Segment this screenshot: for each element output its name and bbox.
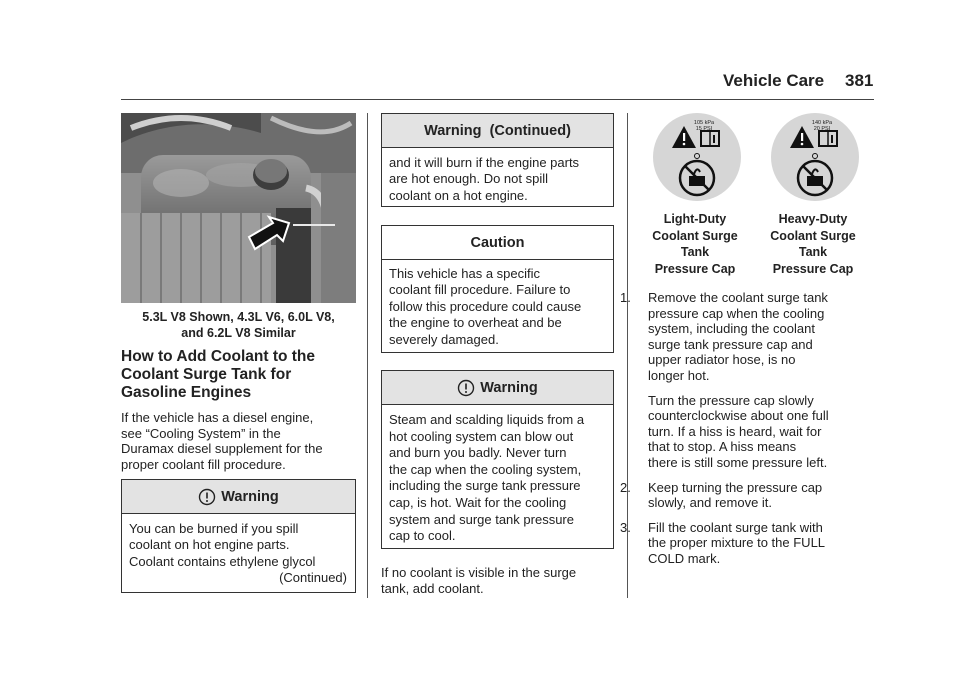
heading-line: Coolant Surge Tank for [121, 366, 292, 383]
caution-body [382, 260, 613, 356]
warning-box-2 [381, 370, 614, 549]
text-line: Turn the pressure cap slowly [648, 392, 814, 408]
engine-bay-photo [121, 113, 356, 303]
text-line: You can be burned if you spill [129, 521, 299, 536]
text-line: severely damaged. [389, 331, 499, 347]
text-line: there is still some pressure left. [648, 454, 828, 470]
text-line: the cap when the cooling system, [389, 461, 582, 477]
warning-header [382, 371, 613, 405]
step-subparagraph [648, 393, 876, 471]
label-line: Tank [680, 245, 710, 259]
cap-label [640, 211, 750, 277]
caption-line: 5.3L V8 Shown, 4.3L V6, 6.0L V8, [142, 310, 335, 324]
text-line: If no coolant is visible in the surge [381, 565, 577, 580]
heavy-duty-cap-figure [770, 112, 860, 277]
label-line: Coolant Surge [652, 228, 738, 243]
text-line: COLD mark. [648, 550, 721, 566]
svg-text:15 PSI: 15 PSI [695, 126, 713, 132]
section-heading [121, 348, 356, 402]
intro-paragraph [121, 410, 361, 472]
warning-icon [198, 488, 216, 506]
caution-header [382, 226, 613, 260]
svg-text:20 PSI: 20 PSI [813, 126, 831, 132]
warning-body [122, 514, 355, 595]
text-line: counterclockwise about one full [648, 408, 829, 424]
warning-continued-body [382, 148, 613, 212]
text-line: pressure cap when the cooling [648, 305, 825, 321]
text-line: see “Cooling System” in the [121, 425, 281, 441]
text-line: tank, add coolant. [381, 580, 484, 596]
text-line: Coolant contains ethylene glycol [129, 553, 316, 569]
text-line: system and surge tank pressure [389, 511, 574, 527]
text-line: hot cooling system can blow out [389, 428, 574, 444]
text-line: and it will burn if the engine parts [389, 155, 580, 170]
svg-text:105 kPa: 105 kPa [693, 120, 715, 126]
text-line: longer hot. [648, 367, 710, 383]
text-line: cap, is hot. Wait for the cooling [389, 494, 567, 510]
text-line: slowly, and remove it. [648, 495, 773, 511]
figure-caption [121, 309, 356, 341]
warning-title: Warning [480, 379, 538, 396]
warning-continued-box [381, 113, 614, 207]
heading-line: Gasoline Engines [121, 384, 252, 401]
text-line: coolant fill procedure. Failure to [389, 282, 571, 298]
text-line: follow this procedure could cause [389, 298, 582, 314]
pressure-cap-icon [770, 112, 860, 202]
text-line: upper radiator hose, is no [648, 352, 796, 368]
text-line: surge tank pressure cap and [648, 336, 813, 352]
step-number: 1. [620, 290, 631, 305]
continued-note: (Continued) [279, 570, 347, 586]
text-line: proper coolant fill procedure. [121, 456, 286, 472]
text-line: the proper mixture to the FULL [648, 535, 826, 551]
text-line: system, including the coolant [648, 321, 815, 337]
text-line: Keep turning the pressure cap [648, 479, 823, 495]
page-number: 381 [845, 71, 874, 90]
text-line: Duramax diesel supplement for the [121, 441, 323, 457]
svg-text:140 kPa: 140 kPa [811, 120, 833, 126]
text-line: Fill the coolant surge tank with [648, 519, 823, 535]
light-duty-cap-figure [652, 112, 742, 277]
text-line: are hot enough. Do not spill [389, 171, 548, 187]
caution-title: Caution [470, 234, 525, 251]
text-line: coolant on hot engine parts. [129, 537, 290, 553]
label-line: Tank [798, 245, 828, 259]
text-line: Steam and scalding liquids from a [389, 412, 585, 427]
warning-box [121, 479, 356, 593]
text-line: This vehicle has a specific [389, 266, 541, 281]
step-text [648, 290, 876, 471]
text-line: If the vehicle has a diesel engine, [121, 410, 314, 425]
cap-label [758, 211, 868, 277]
header-rule [121, 99, 874, 100]
text-line: that to stop. A hiss means [648, 439, 797, 455]
text-line: and burn you badly. Never turn [389, 445, 567, 461]
label-line: Pressure Cap [772, 261, 854, 276]
label-line: Coolant Surge [770, 228, 856, 243]
step-item [620, 290, 876, 471]
step-item [620, 520, 876, 567]
warning-body [382, 405, 613, 553]
label-line: Pressure Cap [654, 261, 736, 276]
column-rule-left [367, 113, 368, 598]
pressure-cap-icon [652, 112, 742, 202]
text-line: the engine to overheat and be [389, 315, 562, 331]
step-number: 2. [620, 479, 631, 495]
caution-box [381, 225, 614, 353]
label-line: Heavy-Duty [778, 212, 848, 226]
text-line: coolant on a hot engine. [389, 187, 528, 203]
heading-line: How to Add Coolant to the [121, 348, 315, 365]
step-item [620, 480, 876, 511]
procedure-steps [620, 290, 876, 576]
step-text [648, 480, 876, 511]
warning-continued-header [382, 114, 613, 148]
warning-header [122, 480, 355, 514]
text-line: cap to cool. [389, 528, 456, 544]
warning-continued-title: Warning (Continued) [424, 122, 571, 139]
text-line: Remove the coolant surge tank [648, 290, 828, 305]
label-line: Light-Duty [663, 212, 727, 226]
step-number: 3. [620, 519, 631, 535]
caption-line: and 6.2L V8 Similar [181, 326, 296, 340]
step-text [648, 520, 876, 567]
running-header-title: Vehicle Care [723, 71, 825, 90]
middle-paragraph [381, 565, 621, 596]
warning-title: Warning [221, 488, 279, 505]
text-line: including the surge tank pressure [389, 478, 581, 494]
text-line: turn. If a hiss is heard, wait for [648, 423, 822, 439]
warning-icon [457, 379, 475, 397]
